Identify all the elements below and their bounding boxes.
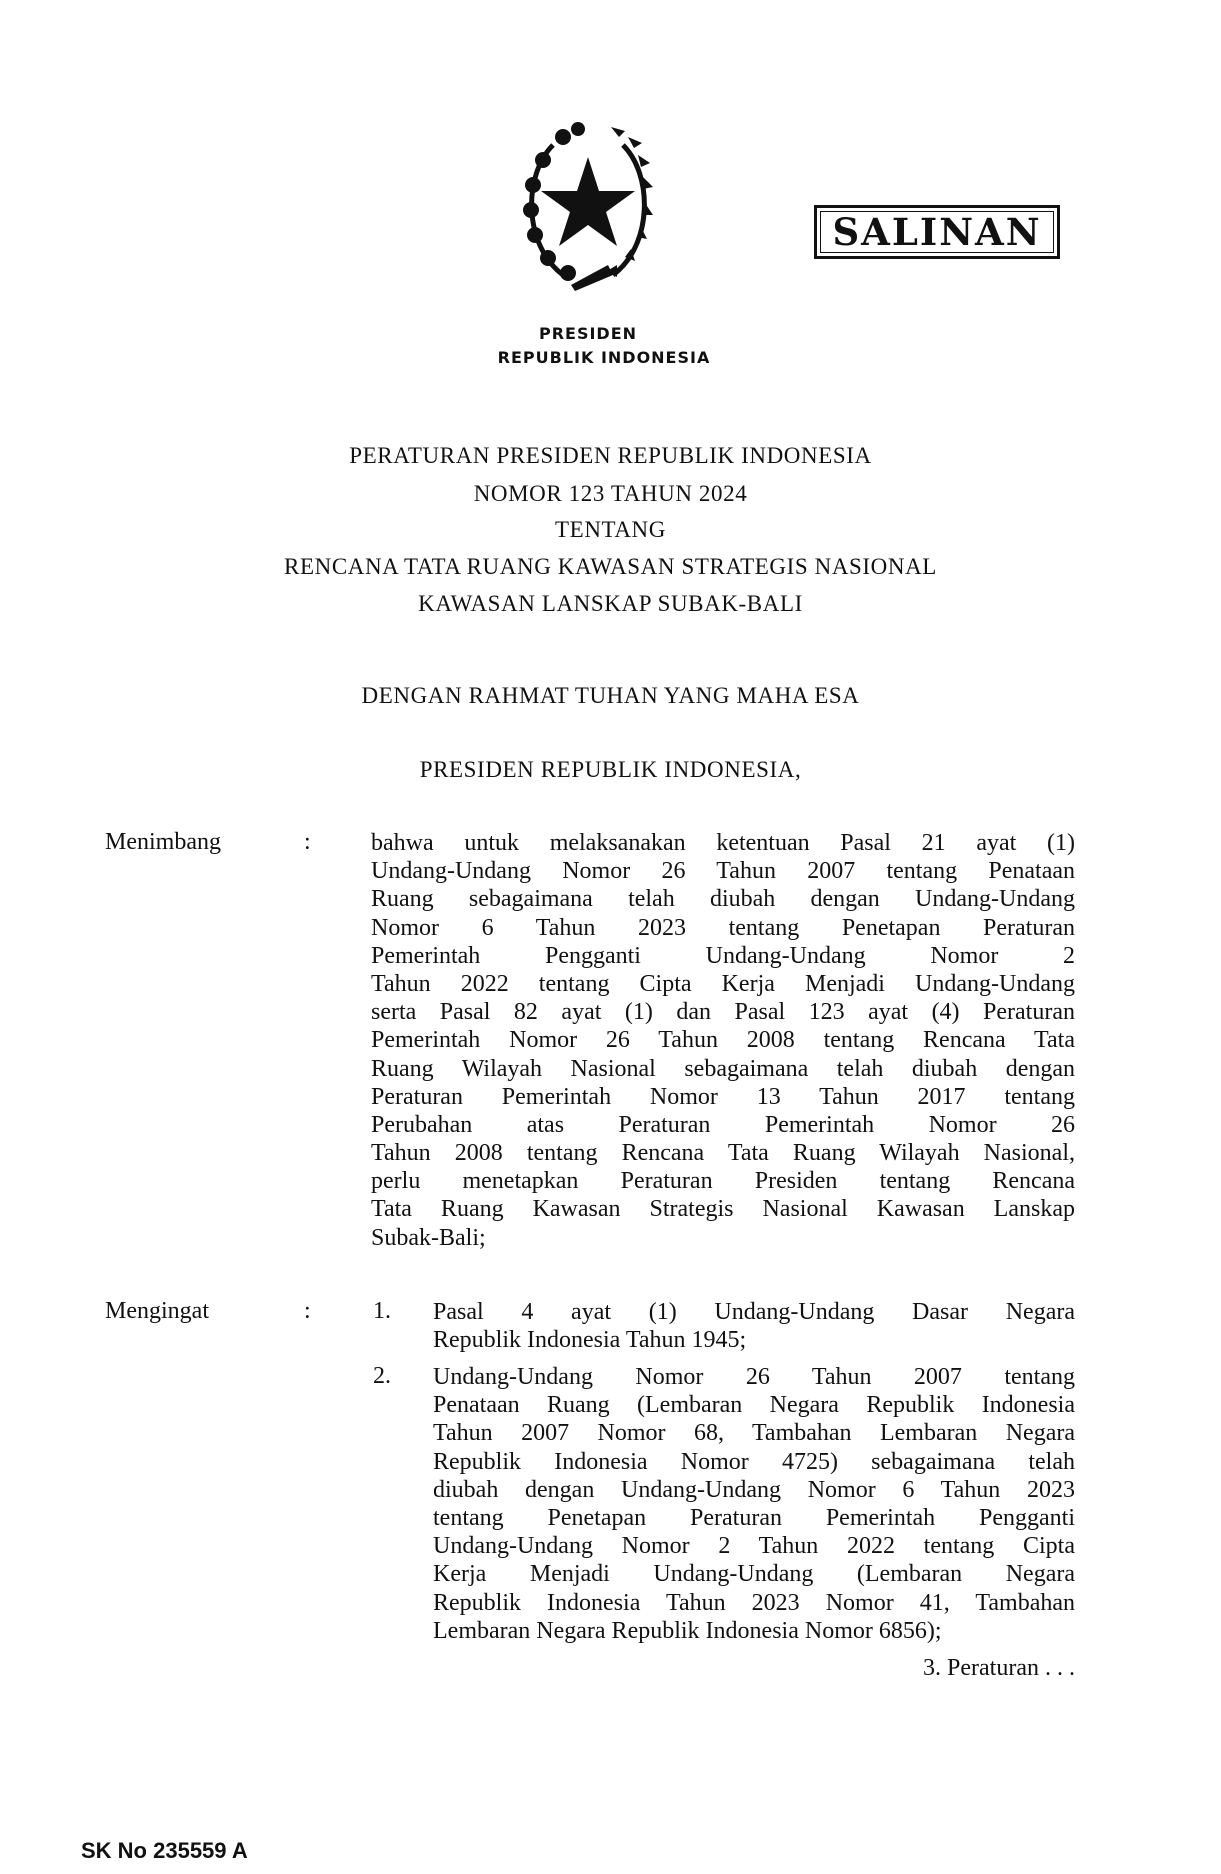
text-line: Republik Indonesia Tahun 1945; <box>433 1327 747 1354</box>
title-line: TENTANG <box>555 517 666 542</box>
text-line: Ruang sebagaimana telah diubah dengan Undang-Undang <box>371 886 1075 913</box>
mengingat-colon: : <box>304 1298 311 1324</box>
mengingat-item-2 <box>433 1363 1075 1645</box>
text-line: bahwa untuk melaksanakan ketentuan Pasal 21 ayat (1) <box>371 830 1075 856</box>
text-line: Pemerintah Pengganti Undang-Undang Nomor 2 <box>371 942 1075 969</box>
text-line: Kerja Menjadi Undang-Undang (Lembaran Negara <box>433 1561 1075 1588</box>
text-line: Republik Indonesia Nomor 4725) sebagaimana telah <box>433 1448 1075 1475</box>
menimbang-colon: : <box>304 829 311 855</box>
text-line: Undang-Undang Nomor 26 Tahun 2007 tentang Penataan <box>371 858 1075 885</box>
text-line: Tata Ruang Kawasan Strategis Nasional Kawasan Lanskap <box>371 1196 1075 1223</box>
mengingat-label: Mengingat <box>105 1298 209 1324</box>
issuer-line-2: REPUBLIK INDONESIA <box>497 348 711 367</box>
text-line: Perubahan atas Peraturan Pemerintah Nomor 26 <box>371 1111 1075 1138</box>
text-line: Undang-Undang Nomor 2 Tahun 2022 tentang Cipta <box>433 1533 1075 1560</box>
salinan-label: SALINAN <box>832 210 1042 254</box>
text-line: Pasal 4 ayat (1) Undang-Undang Dasar Negara <box>433 1299 1075 1325</box>
garuda-star-emblem <box>513 115 663 305</box>
title-line: NOMOR 123 TAHUN 2024 <box>473 481 748 506</box>
text-line: diubah dengan Undang-Undang Nomor 6 Tahun 2023 <box>433 1476 1075 1503</box>
text-line: Undang-Undang Nomor 26 Tahun 2007 tentang <box>433 1364 1075 1390</box>
title-line: KAWASAN LANSKAP SUBAK-BALI <box>418 591 803 616</box>
text-line: Pemerintah Nomor 26 Tahun 2008 tentang Rencana Tata <box>371 1027 1075 1054</box>
text-line: Ruang Wilayah Nasional sebagaimana telah diubah dengan <box>371 1055 1075 1082</box>
issuer-line-1: PRESIDEN <box>538 324 638 343</box>
text-line: Penataan Ruang (Lembaran Negara Republik Indonesia <box>433 1392 1075 1419</box>
text-line: Republik Indonesia Tahun 2023 Nomor 41, Tambahan <box>433 1589 1075 1616</box>
text-line: Tahun 2007 Nomor 68, Tambahan Lembaran Negara <box>433 1420 1075 1447</box>
text-line: Peraturan Pemerintah Nomor 13 Tahun 2017 tentang <box>371 1083 1075 1110</box>
text-line: Subak-Bali; <box>371 1224 486 1251</box>
serial-number: SK No 235559 A <box>81 1838 248 1863</box>
text-line: Tahun 2008 tentang Rencana Tata Ruang Wilayah Nasional, <box>371 1140 1075 1167</box>
mengingat-item-number: 2. <box>373 1363 391 1389</box>
mengingat-item-number: 1. <box>373 1298 391 1324</box>
text-line: Lembaran Negara Republik Indonesia Nomor 6856); <box>433 1617 942 1644</box>
authority: PRESIDEN REPUBLIK INDONESIA, <box>419 757 802 782</box>
menimbang-text <box>371 829 1075 1252</box>
page-continuation: 3. Peraturan . . . <box>923 1655 1075 1681</box>
mengingat-item-1 <box>433 1298 1075 1354</box>
salinan-stamp <box>814 205 1060 259</box>
text-line: perlu menetapkan Peraturan Presiden tentang Rencana <box>371 1168 1075 1195</box>
text-line: Tahun 2022 tentang Cipta Kerja Menjadi Undang-Undang <box>371 970 1075 997</box>
text-line: tentang Penetapan Peraturan Pemerintah Pengganti <box>433 1504 1075 1531</box>
menimbang-label: Menimbang <box>105 829 221 855</box>
title-line: RENCANA TATA RUANG KAWASAN STRATEGIS NASIONAL <box>284 554 937 579</box>
text-line: serta Pasal 82 ayat (1) dan Pasal 123 ayat (4) Peraturan <box>371 999 1075 1026</box>
text-line: Nomor 6 Tahun 2023 tentang Penetapan Peraturan <box>371 914 1075 941</box>
invocation: DENGAN RAHMAT TUHAN YANG MAHA ESA <box>361 683 860 708</box>
title-line: PERATURAN PRESIDEN REPUBLIK INDONESIA <box>349 443 872 468</box>
